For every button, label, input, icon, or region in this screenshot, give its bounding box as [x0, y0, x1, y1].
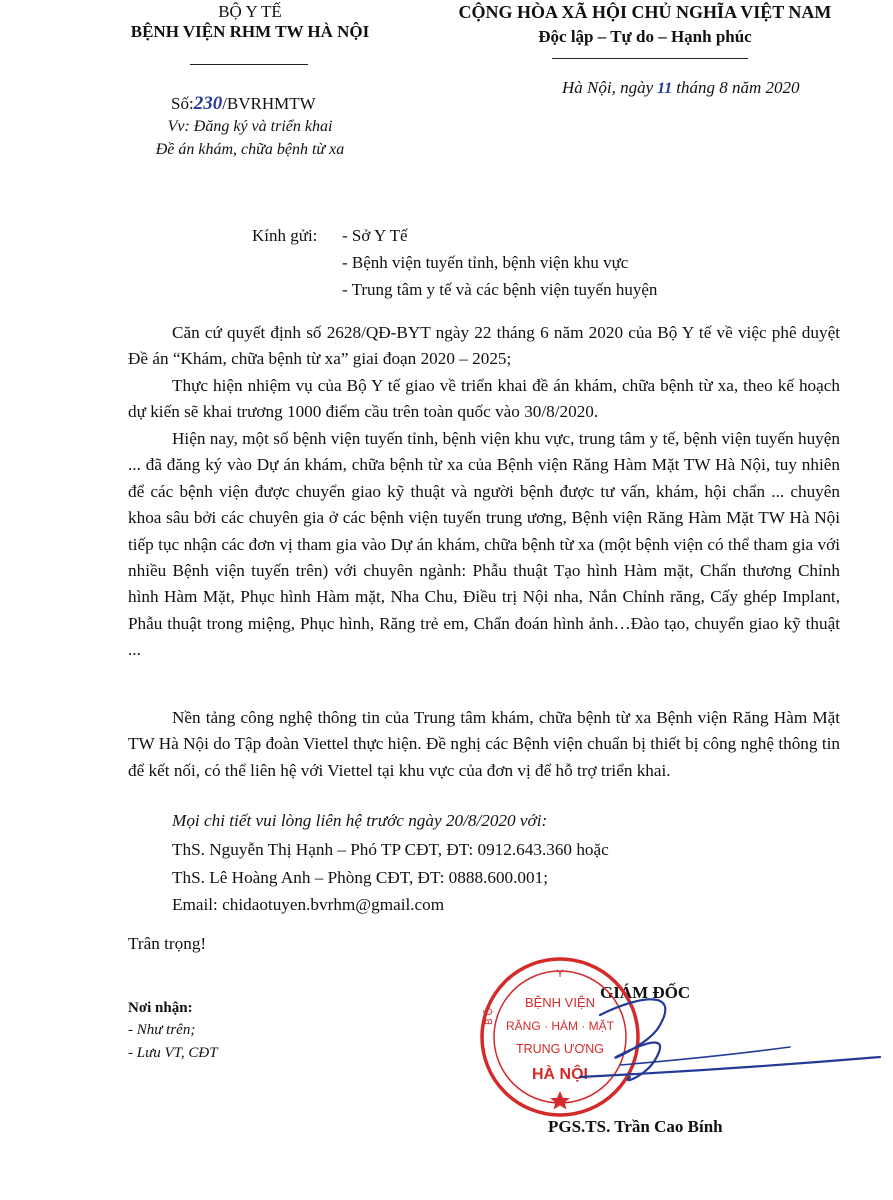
subject-line-2: Đề án khám, chữa bệnh từ xa — [155, 141, 345, 158]
seal-line-1: BỆNH VIỆN — [524, 995, 596, 1010]
country-name: CỘNG HÒA XÃ HỘI CHỦ NGHĨA VIỆT NAM — [458, 2, 832, 22]
ministry-name: BỘ Y TẾ — [218, 2, 282, 21]
body-paragraph-mandate: Thực hiện nhiệm vụ của Bộ Y tế giao về triển khai đề án khám, chữa bệnh từ xa, theo kế hoạch dự kiến sẽ khai trương 1000 điểm cầu trên toàn quốc vào 30/8/2020. — [128, 376, 840, 422]
body-paragraph-technology: Nền tảng công nghệ thông tin của Trung tâm khám, chữa bệnh từ xa Bệnh viện Răng Hàm Mặt TW Hà Nội do Tập đoàn Viettel thực hiện. Đề nghị các Bệnh viện chuẩn bị thiết bị công nghệ thông tin để kết nối, có thể liên hệ với Viettel tại khu vực của đơn vị để hỗ trợ triển khai. — [128, 708, 840, 780]
seal-line-2: RĂNG · HÀM · MẶT — [506, 1019, 614, 1033]
doc-number-suffix: /BVRHMTW — [222, 94, 316, 113]
recipient-item: - Bệnh viện tuyến tỉnh, bệnh viện khu vực — [342, 253, 629, 272]
subject-line-1: Vv: Đăng ký và triển khai — [167, 118, 333, 135]
seal-top-letter: Y — [556, 968, 564, 980]
signer-name: PGS.TS. Trần Cao Bính — [548, 1117, 723, 1136]
contact-person: ThS. Lê Hoàng Anh – Phòng CĐT, ĐT: 0888.600.001; — [172, 868, 548, 887]
doc-number-handwritten: 230 — [193, 93, 223, 114]
distribution-item: - Lưu VT, CĐT — [128, 1045, 218, 1061]
recipient-item: - Sở Y Tế — [342, 226, 408, 245]
header-right-underline — [552, 58, 748, 59]
contact-intro: Mọi chi tiết vui lòng liên hệ trước ngày 20/8/2020 với: — [172, 811, 548, 830]
hospital-name: BỆNH VIỆN RHM TW HÀ NỘI — [130, 22, 370, 41]
recipient-item: - Trung tâm y tế và các bệnh viện tuyến huyện — [342, 280, 658, 299]
header-left-underline — [190, 64, 308, 65]
date-prefix: Hà Nội, ngày — [562, 78, 654, 97]
contact-person: ThS. Nguyễn Thị Hạnh – Phó TP CĐT, ĐT: 0912.643.360 hoặc — [172, 840, 609, 859]
issue-date — [562, 78, 800, 98]
date-day-handwritten: 11 — [657, 80, 673, 97]
distribution-item: - Như trên; — [128, 1022, 196, 1038]
date-suffix: tháng 8 năm 2020 — [676, 78, 800, 97]
contact-email: Email: chidaotuyen.bvrhm@gmail.com — [172, 895, 445, 914]
body-paragraph-legal-basis: Căn cứ quyết định số 2628/QĐ-BYT ngày 22 tháng 6 năm 2020 của Bộ Y tế về việc phê duyệt Đề án “Khám, chữa bệnh từ xa” giai đoạn 2020 – 2025; — [128, 323, 840, 369]
national-motto: Độc lập – Tự do – Hạnh phúc — [538, 27, 752, 46]
recipients-label: Kính gửi: — [252, 226, 318, 245]
distribution-label: Nơi nhận: — [128, 1000, 193, 1016]
signer-title: GIÁM ĐỐC — [600, 983, 691, 1002]
doc-number-prefix: Số: — [171, 94, 194, 113]
seal-line-3: TRUNG ƯƠNG — [515, 1042, 605, 1056]
document-number — [171, 93, 316, 115]
handwritten-signature — [560, 985, 890, 1095]
body-paragraph-current-status: Hiện nay, một số bệnh viện tuyến tỉnh, bệnh viện khu vực, trung tâm y tế, bệnh viện tuyến huyện ... đã đăng ký vào Dự án khám, chữa bệnh từ xa của Bệnh viện Răng Hàm Mặt TW Hà Nội, tuy nhiên để các bệnh viện được chuyển giao kỹ thuật và người bệnh được tư vấn, khám, hội chẩn ... chuyên khoa sâu bởi các chuyên gia ở các bệnh viện tuyến trung ương, Bệnh viện Răng Hàm Mặt TW Hà Nội tiếp tục nhận các đơn vị tham gia vào Dự án khám, chữa bệnh từ xa (một bệnh viện có thể tham gia với nhiều Bệnh viện tuyến trên) với chuyên ngành: Phẫu thuật Tạo hình Hàm mặt, Chấn thương Chỉnh hình Hàm Mặt, Phục hình Hàm mặt, Nha Chu, Điều trị Nội nha, Nắn Chỉnh răng, Cấy ghép Implant, Phẫu thuật trong miệng, Phục hình, Răng trẻ em, Chẩn đoán hình ảnh…Đào tạo, chuyển giao kỹ thuật ... — [128, 429, 840, 660]
seal-left-letters: B Ộ — [484, 1007, 495, 1025]
seal-line-4: HÀ NỘI — [532, 1066, 588, 1083]
closing-greeting: Trân trọng! — [128, 934, 207, 953]
